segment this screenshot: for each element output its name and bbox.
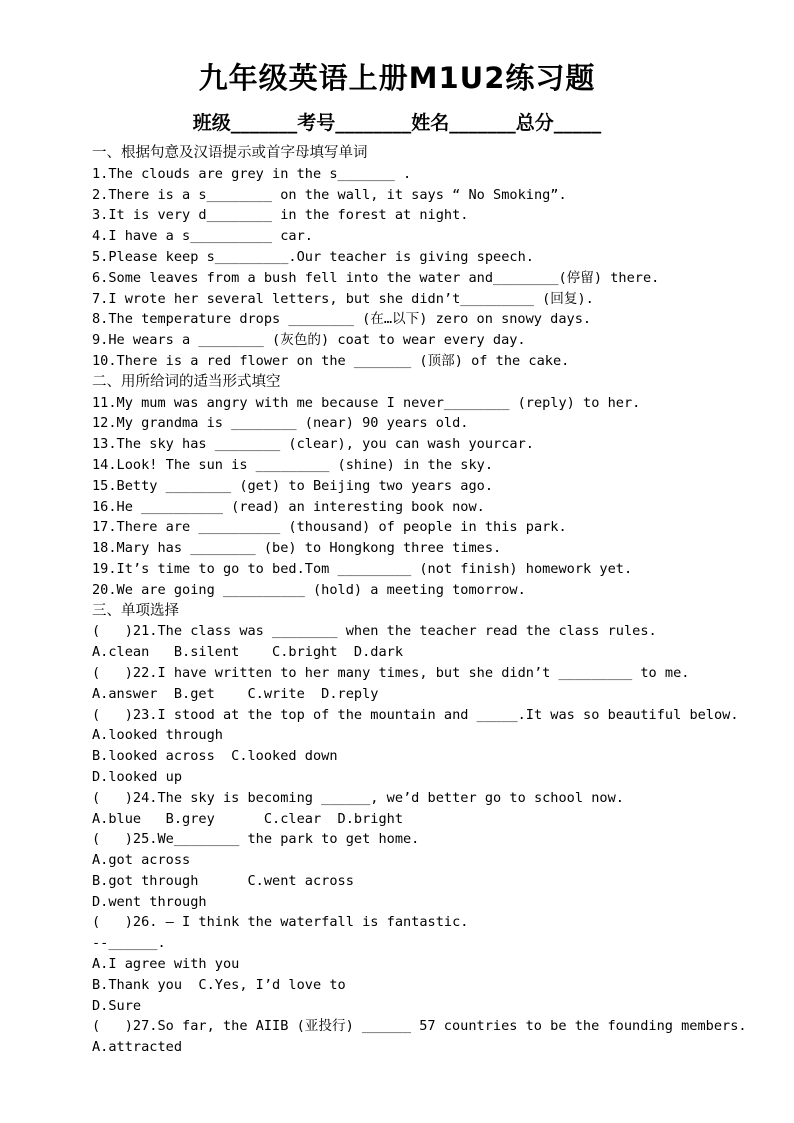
section-heading: 一、根据句意及汉语提示或首字母填写单词 xyxy=(92,145,368,161)
question-line: 15.Betty ________ (get) to Beijing two years ago. xyxy=(92,477,494,494)
question-line: D.looked up xyxy=(92,768,183,785)
question-line: A.attracted xyxy=(92,1039,183,1056)
question-line: 5.Please keep s_________.Our teacher is giving speech. xyxy=(92,248,534,265)
question-line: 4.I have a s__________ car. xyxy=(92,228,313,245)
question-line: 7.I wrote her several letters, but she didn’t_________ (回复). xyxy=(92,290,594,307)
question-line: 14.Look! The sun is _________ (shine) in the sky. xyxy=(92,456,494,473)
question-line: D.went through xyxy=(92,893,207,910)
question-line: 6.Some leaves from a bush fell into the water and________(停留) there. xyxy=(92,269,660,286)
section-heading: 二、用所给词的适当形式填空 xyxy=(92,373,281,390)
question-line: ( )27.So far, the AIIB (亚投行) ______ 57 countries to be the founding members. xyxy=(92,1018,747,1035)
question-line: 2.There is a s________ on the wall, it says “ No Smoking”. xyxy=(92,186,567,203)
question-line: ( )25.We________ the park to get home. xyxy=(92,831,420,848)
question-line: 17.There are __________ (thousand) of people in this park. xyxy=(92,519,567,536)
question-line: 12.My grandma is ________ (near) 90 years old. xyxy=(92,415,469,432)
question-line: 3.It is very d________ in the forest at night. xyxy=(92,207,469,224)
question-line: ( )26. – I think the waterfall is fantastic. xyxy=(92,914,469,931)
question-line: B.looked across C.looked down xyxy=(92,748,338,765)
section-heading: 三、单项选择 xyxy=(92,602,179,619)
question-line: A.clean B.silent C.bright D.dark xyxy=(92,644,403,661)
page-title: 九年级英语上册M1U2练习题 xyxy=(198,61,596,95)
question-line: ( )21.The class was ________ when the teacher read the class rules. xyxy=(92,623,657,640)
question-line: 10.There is a red flower on the _______ (顶部) of the cake. xyxy=(92,352,570,369)
question-line: ( )23.I stood at the top of the mountain and _____.It was so beautiful below. xyxy=(92,706,739,723)
question-line: B.Thank you C.Yes, I’d love to xyxy=(92,976,346,993)
question-line: ( )24.The sky is becoming ______, we’d better go to school now. xyxy=(92,789,624,806)
student-info-line: 班级_______考号________姓名_______总分_____ xyxy=(192,112,602,134)
question-line: 19.It’s time to go to bed.Tom _________ (not finish) homework yet. xyxy=(92,560,633,577)
question-line: A.blue B.grey C.clear D.bright xyxy=(92,810,403,827)
question-line: 8.The temperature drops ________ (在…以下) zero on snowy days. xyxy=(92,311,592,328)
question-line: 18.Mary has ________ (be) to Hongkong three times. xyxy=(92,540,502,557)
question-line: 16.He __________ (read) an interesting book now. xyxy=(92,498,485,515)
question-line: A.answer B.get C.write D.reply xyxy=(92,685,379,702)
question-line: --______. xyxy=(92,935,166,952)
question-line: ( )22.I have written to her many times, but she didn’t _________ to me. xyxy=(92,664,690,681)
question-line: 1.The clouds are grey in the s_______ . xyxy=(92,165,412,182)
question-line: D.Sure xyxy=(92,997,142,1014)
question-line: B.got through C.went across xyxy=(92,872,354,889)
question-line: 11.My mum was angry with me because I never________ (reply) to her. xyxy=(92,394,641,411)
question-line: A.looked through xyxy=(92,727,223,744)
question-line: 13.The sky has ________ (clear), you can wash yourcar. xyxy=(92,436,534,453)
question-list xyxy=(92,143,782,1058)
question-line: A.got across xyxy=(92,852,191,869)
question-line: 20.We are going __________ (hold) a meeting tomorrow. xyxy=(92,581,526,598)
question-line: A.I agree with you xyxy=(92,956,240,973)
question-line: 9.He wears a ________ (灰色的) coat to wear every day. xyxy=(92,332,526,349)
